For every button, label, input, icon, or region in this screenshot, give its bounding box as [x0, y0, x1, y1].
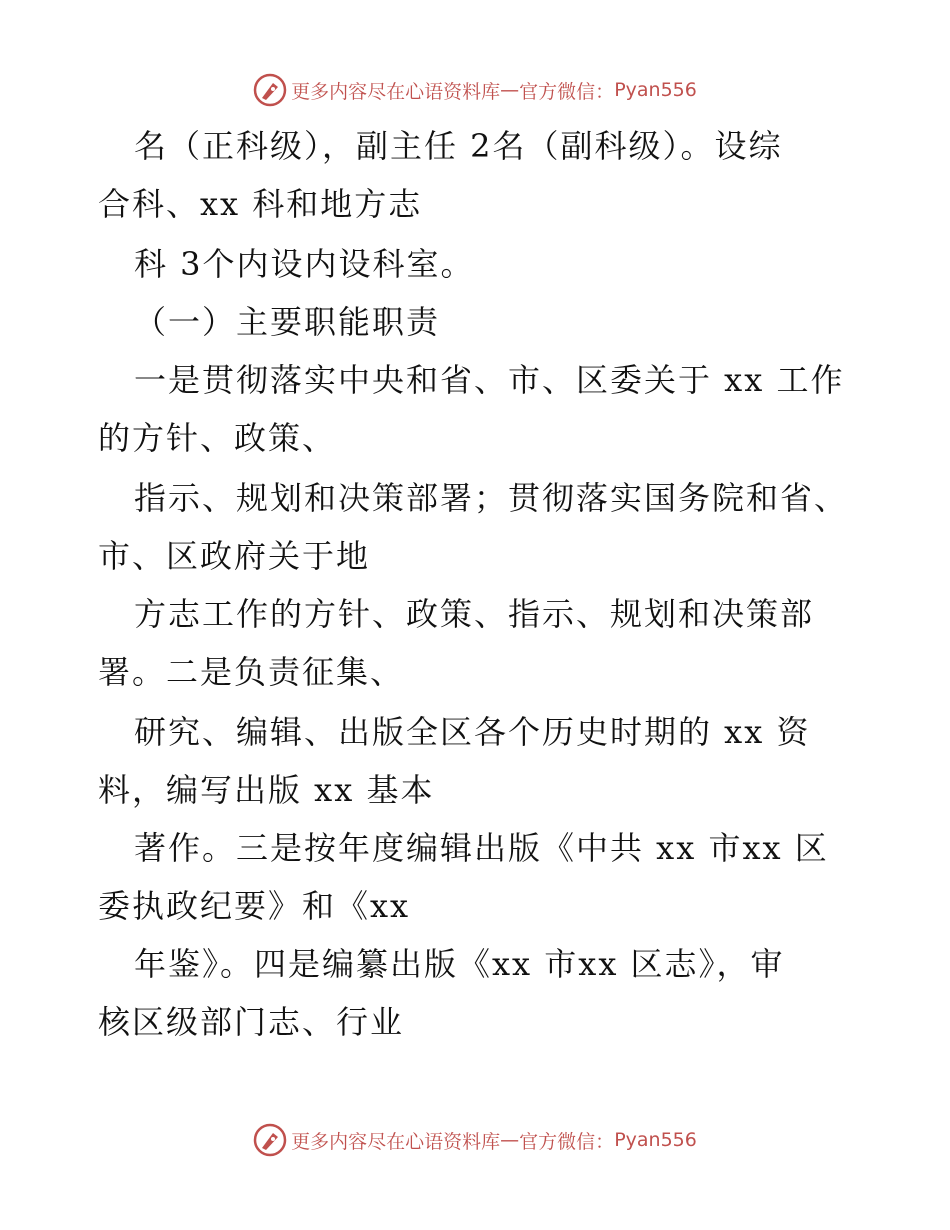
watermark-site-name: 更多内容尽在心语资料库	[291, 1130, 501, 1153]
watermark-wechat-label: 官方微信：	[519, 1130, 615, 1153]
footer-watermark	[0, 1120, 950, 1160]
section-heading: （一）主要职能职责	[134, 303, 441, 341]
text-line: 料，编写出版 xx 基本	[98, 771, 435, 809]
text-line: 年鉴》。四是编纂出版《xx 市xx 区志》，审	[134, 945, 785, 983]
watermark-site-name: 更多内容尽在心语资料库	[291, 80, 501, 103]
text-line: 指示、规划和决策部署；贯彻落实国务院和省、	[134, 479, 849, 517]
text-line: 科 3个内设内设科室。	[134, 245, 475, 283]
watermark-dash: —	[500, 79, 520, 101]
watermark-wechat-label: 官方微信：	[519, 80, 615, 103]
text-line: 委执政纪要》和《xx	[98, 887, 411, 925]
text-line: 市、区政府关于地	[98, 537, 371, 575]
text-line: 一是贯彻落实中央和省、市、区委关于 xx 工作	[134, 361, 845, 399]
watermark-wechat-handle: Pyan556	[614, 79, 697, 101]
pen-nib-logo-icon	[253, 1123, 287, 1157]
text-line: 研究、编辑、出版全区各个历史时期的 xx 资	[134, 713, 811, 751]
text-line: 名（正科级），副主任 2名（副科级）。设综	[134, 127, 783, 165]
text-line: 核区级部门志、行业	[98, 1003, 405, 1041]
text-line: 合科、xx 科和地方志	[98, 185, 423, 223]
watermark-dash: —	[500, 1129, 520, 1151]
text-line: 著作。三是按年度编辑出版《中共 xx 市xx 区	[134, 829, 829, 867]
watermark-wechat-handle: Pyan556	[614, 1129, 697, 1151]
text-line: 署。二是负责征集、	[98, 653, 405, 691]
text-line: 方志工作的方针、政策、指示、规划和决策部	[134, 595, 815, 633]
text-line: 的方针、政策、	[98, 419, 337, 457]
